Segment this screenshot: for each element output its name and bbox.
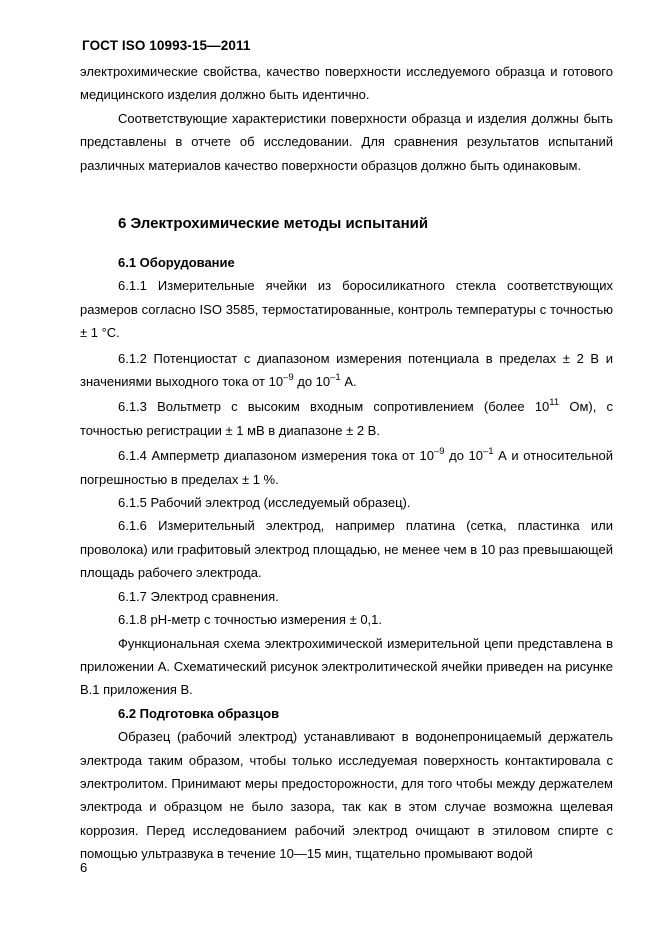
schema-paragraph: Функциональная схема электрохимической измерительной цепи представлена в приложении А. Схематический рисунок электролитической ячейки приведен на рисунке В.1 приложения В. — [80, 635, 613, 698]
section-6-2-title: 6.2 Подготовка образцов — [118, 705, 280, 721]
item-6-1-5: 6.1.5 Рабочий электрод (исследуемый образец). — [118, 495, 411, 511]
item-6-1-1: 6.1.1 Измерительные ячейки из боросиликатного стекла соответствующих размеров согласно ISO 3585, термостатированные, контроль температуры с точностью ± 1 °С. — [80, 278, 613, 341]
item-6-1-3: 6.1.3 Вольтметр с высоким входным сопротивлением (более $10^{11}$ Ом), с точностью регистрации ± 1 мВ в диапазоне ± 2 В. — [80, 397, 613, 438]
section-6-1-title: 6.1 Оборудование — [118, 255, 235, 270]
item-6-1-7: 6.1.7 Электрод сравнения. — [118, 588, 279, 604]
item-6-1-2: 6.1.2 Потенциостат с диапазоном измерения потенциала в пределах ± 2 В и значениями выходного тока от $10^{-9}$ до $10^{-1}$ А. — [80, 350, 613, 390]
item-6-1-8: 6.1.8 рН-метр с точностью измерения ± 0,1. — [118, 612, 383, 628]
intro-paragraph-2: Соответствующие характеристики поверхности образца и изделия должны быть представлены в отчете об исследовании. Для сравнения результатов испытаний различных материалов качество поверхности образцов должно быть одинаковым. — [80, 110, 613, 173]
section-6-2-paragraph: Образец (рабочий электрод) устанавливают в водонепроницаемый держатель электрода таким образом, чтобы только исследуемая поверхность контактировала с электролитом. Принимают меры предосторожности, для того чтобы между держателем электрода и образцом не было зазора, так как в этом случае возможна щелевая коррозия. Перед исследованием рабочий электрод очищают в этиловом спирте с помощью ультразвука в течение 10—15 мин, тщательно промывают водой — [80, 729, 613, 862]
item-6-1-6: 6.1.6 Измерительный электрод, например платина (сетка, пластинка или проволока) или графитовый электрод площадью, не менее чем в 10 раз превышающей площадь рабочего электрода. — [80, 518, 613, 581]
intro-paragraph-1: электрохимические свойства, качество поверхности исследуемого образца и готового медицинского изделия должно быть идентично. — [80, 64, 613, 103]
standard-header: ГОСТ ISO 10993-15—2011 — [82, 38, 251, 53]
intro-block — [80, 60, 613, 177]
section-6-1-block — [80, 251, 613, 866]
item-6-1-4: 6.1.4 Амперметр диапазоном измерения тока от $10^{-9}$ до $10^{-1}$ А и относительной погрешностью в пределах ± 1 %. — [80, 446, 613, 487]
page-number: 6 — [80, 860, 88, 875]
section-6-title: 6 Электрохимические методы испытаний — [118, 215, 429, 232]
